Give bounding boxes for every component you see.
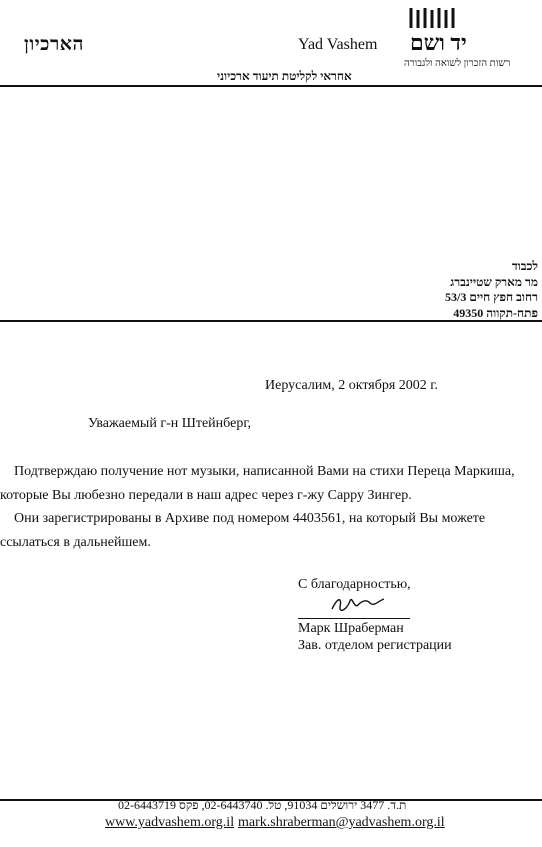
footer-address: ת.ד. 3477 ירושלים 91034, טל. 02-6443740, פקס 02-6443719 [118,798,407,812]
closing-phrase: С благодарностью, [298,577,411,592]
footer-website-link[interactable]: www.yadvashem.org.il [105,815,235,830]
handwritten-signature [328,591,388,617]
recipient-line: רחוב חפץ חיים 53/3 [445,290,538,304]
recipient-address-block [445,259,538,321]
department-line: אחראי לקליטת תיעוד ארכיוני [217,69,352,83]
body-paragraph-2-line-1: Они зарегистрированы в Архиве под номером 4403561, на который Вы можете [14,511,486,526]
recipient-line: לכבוד [511,259,538,273]
footer-email-link[interactable]: mark.shraberman@yadvashem.org.il [238,815,445,830]
signer-name: Марк Шраберман [298,621,404,636]
body-paragraph-1-line-2: которые Вы любезно передали в наш адрес через г-жу Сарру Зингер. [0,488,412,503]
body-paragraph-2-line-2: ссылаться в дальнейшем. [0,535,151,550]
letter-date: Иерусалим, 2 октября 2002 г. [265,378,438,393]
institution-name-he: יד ושם [410,30,467,55]
authority-subtitle: רשות הזכרון לשואה ולגבורה [404,58,511,69]
recipient-line: מר מארק שטיינברג [450,274,538,289]
signature-line [298,618,410,619]
salutation: Уважаемый г-н Штейнберг, [88,416,251,431]
recipient-line: פתח-תקווה 49350 [453,305,538,320]
institution-name-en: Yad Vashem [298,36,378,53]
menorah-logo-icon [408,6,458,32]
recipient-divider [0,320,542,322]
signer-title: Зав. отделом регистрации [298,638,452,653]
archive-title: הארכיון [24,34,84,55]
header-divider [0,85,542,87]
body-paragraph-1-line-1: Подтверждаю получение нот музыки, написанной Вами на стихи Переца Маркиша, [14,464,515,479]
